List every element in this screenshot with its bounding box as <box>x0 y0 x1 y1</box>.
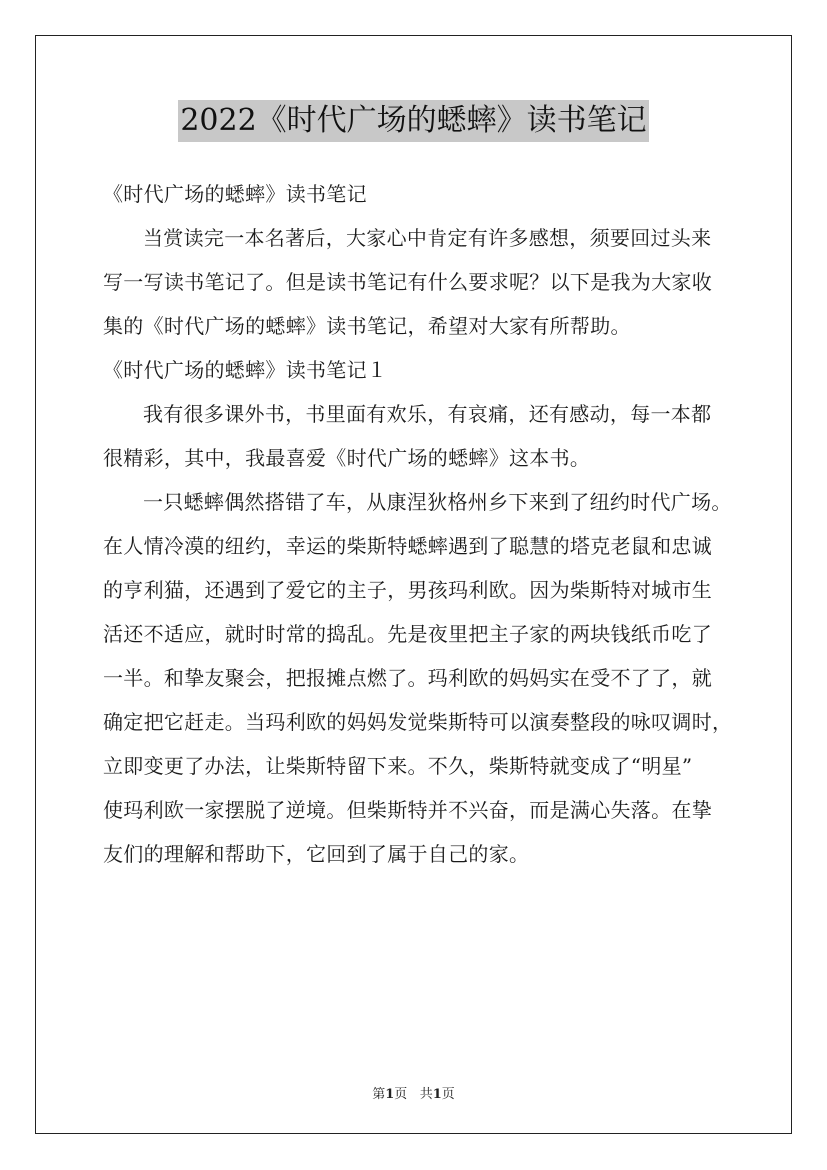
page-number: 第1页 <box>372 1087 408 1102</box>
text-line: 使玛利欧一家摆脱了逆境。但柴斯特并不兴奋，而是满心失落。在挚 <box>103 798 712 822</box>
page-footer <box>0 1083 827 1102</box>
text-line: 写一写读书笔记了。但是读书笔记有什么要求呢？以下是我为大家收 <box>103 270 712 294</box>
title-wrap <box>0 100 827 142</box>
text-line: 我有很多课外书，书里面有欢乐，有哀痛，还有感动，每一本都 <box>143 402 712 426</box>
text-line: 很精彩，其中，我最喜爱《时代广场的蟋蟀》这本书。 <box>103 446 591 470</box>
document-title: 2022《时代广场的蟋蟀》读书笔记 <box>178 100 648 142</box>
text-line: 《时代广场的蟋蟀》读书笔记１ <box>103 358 388 382</box>
document-body <box>103 172 743 876</box>
text-line: 一只蟋蟀偶然搭错了车，从康涅狄格州乡下来到了纽约时代广场。 <box>143 490 732 514</box>
total-pages: 共1页 <box>419 1087 455 1102</box>
text-line: 活还不适应，就时时常的捣乱。先是夜里把主子家的两块钱纸币吃了 <box>103 622 712 646</box>
text-line: 确定把它赶走。当玛利欧的妈妈发觉柴斯特可以演奏整段的咏叹调时， <box>103 710 733 734</box>
text-line: 《时代广场的蟋蟀》读书笔记 <box>103 182 367 206</box>
text-line: 的亨利猫，还遇到了爱它的主子，男孩玛利欧。因为柴斯特对城市生 <box>103 578 712 602</box>
text-line: 友们的理解和帮助下，它回到了属于自己的家。 <box>103 842 530 866</box>
text-line: 一半。和挚友聚会，把报摊点燃了。玛利欧的妈妈实在受不了了，就 <box>103 666 712 690</box>
text-line: 集的《时代广场的蟋蟀》读书笔记，希望对大家有所帮助。 <box>103 314 631 338</box>
text-line: 立即变更了办法，让柴斯特留下来。不久，柴斯特就变成了“明星” <box>103 754 693 778</box>
text-line: 当赏读完一本名著后，大家心中肯定有许多感想，须要回过头来 <box>143 226 712 250</box>
text-line: 在人情冷漠的纽约，幸运的柴斯特蟋蟀遇到了聪慧的塔克老鼠和忠诚 <box>103 534 712 558</box>
